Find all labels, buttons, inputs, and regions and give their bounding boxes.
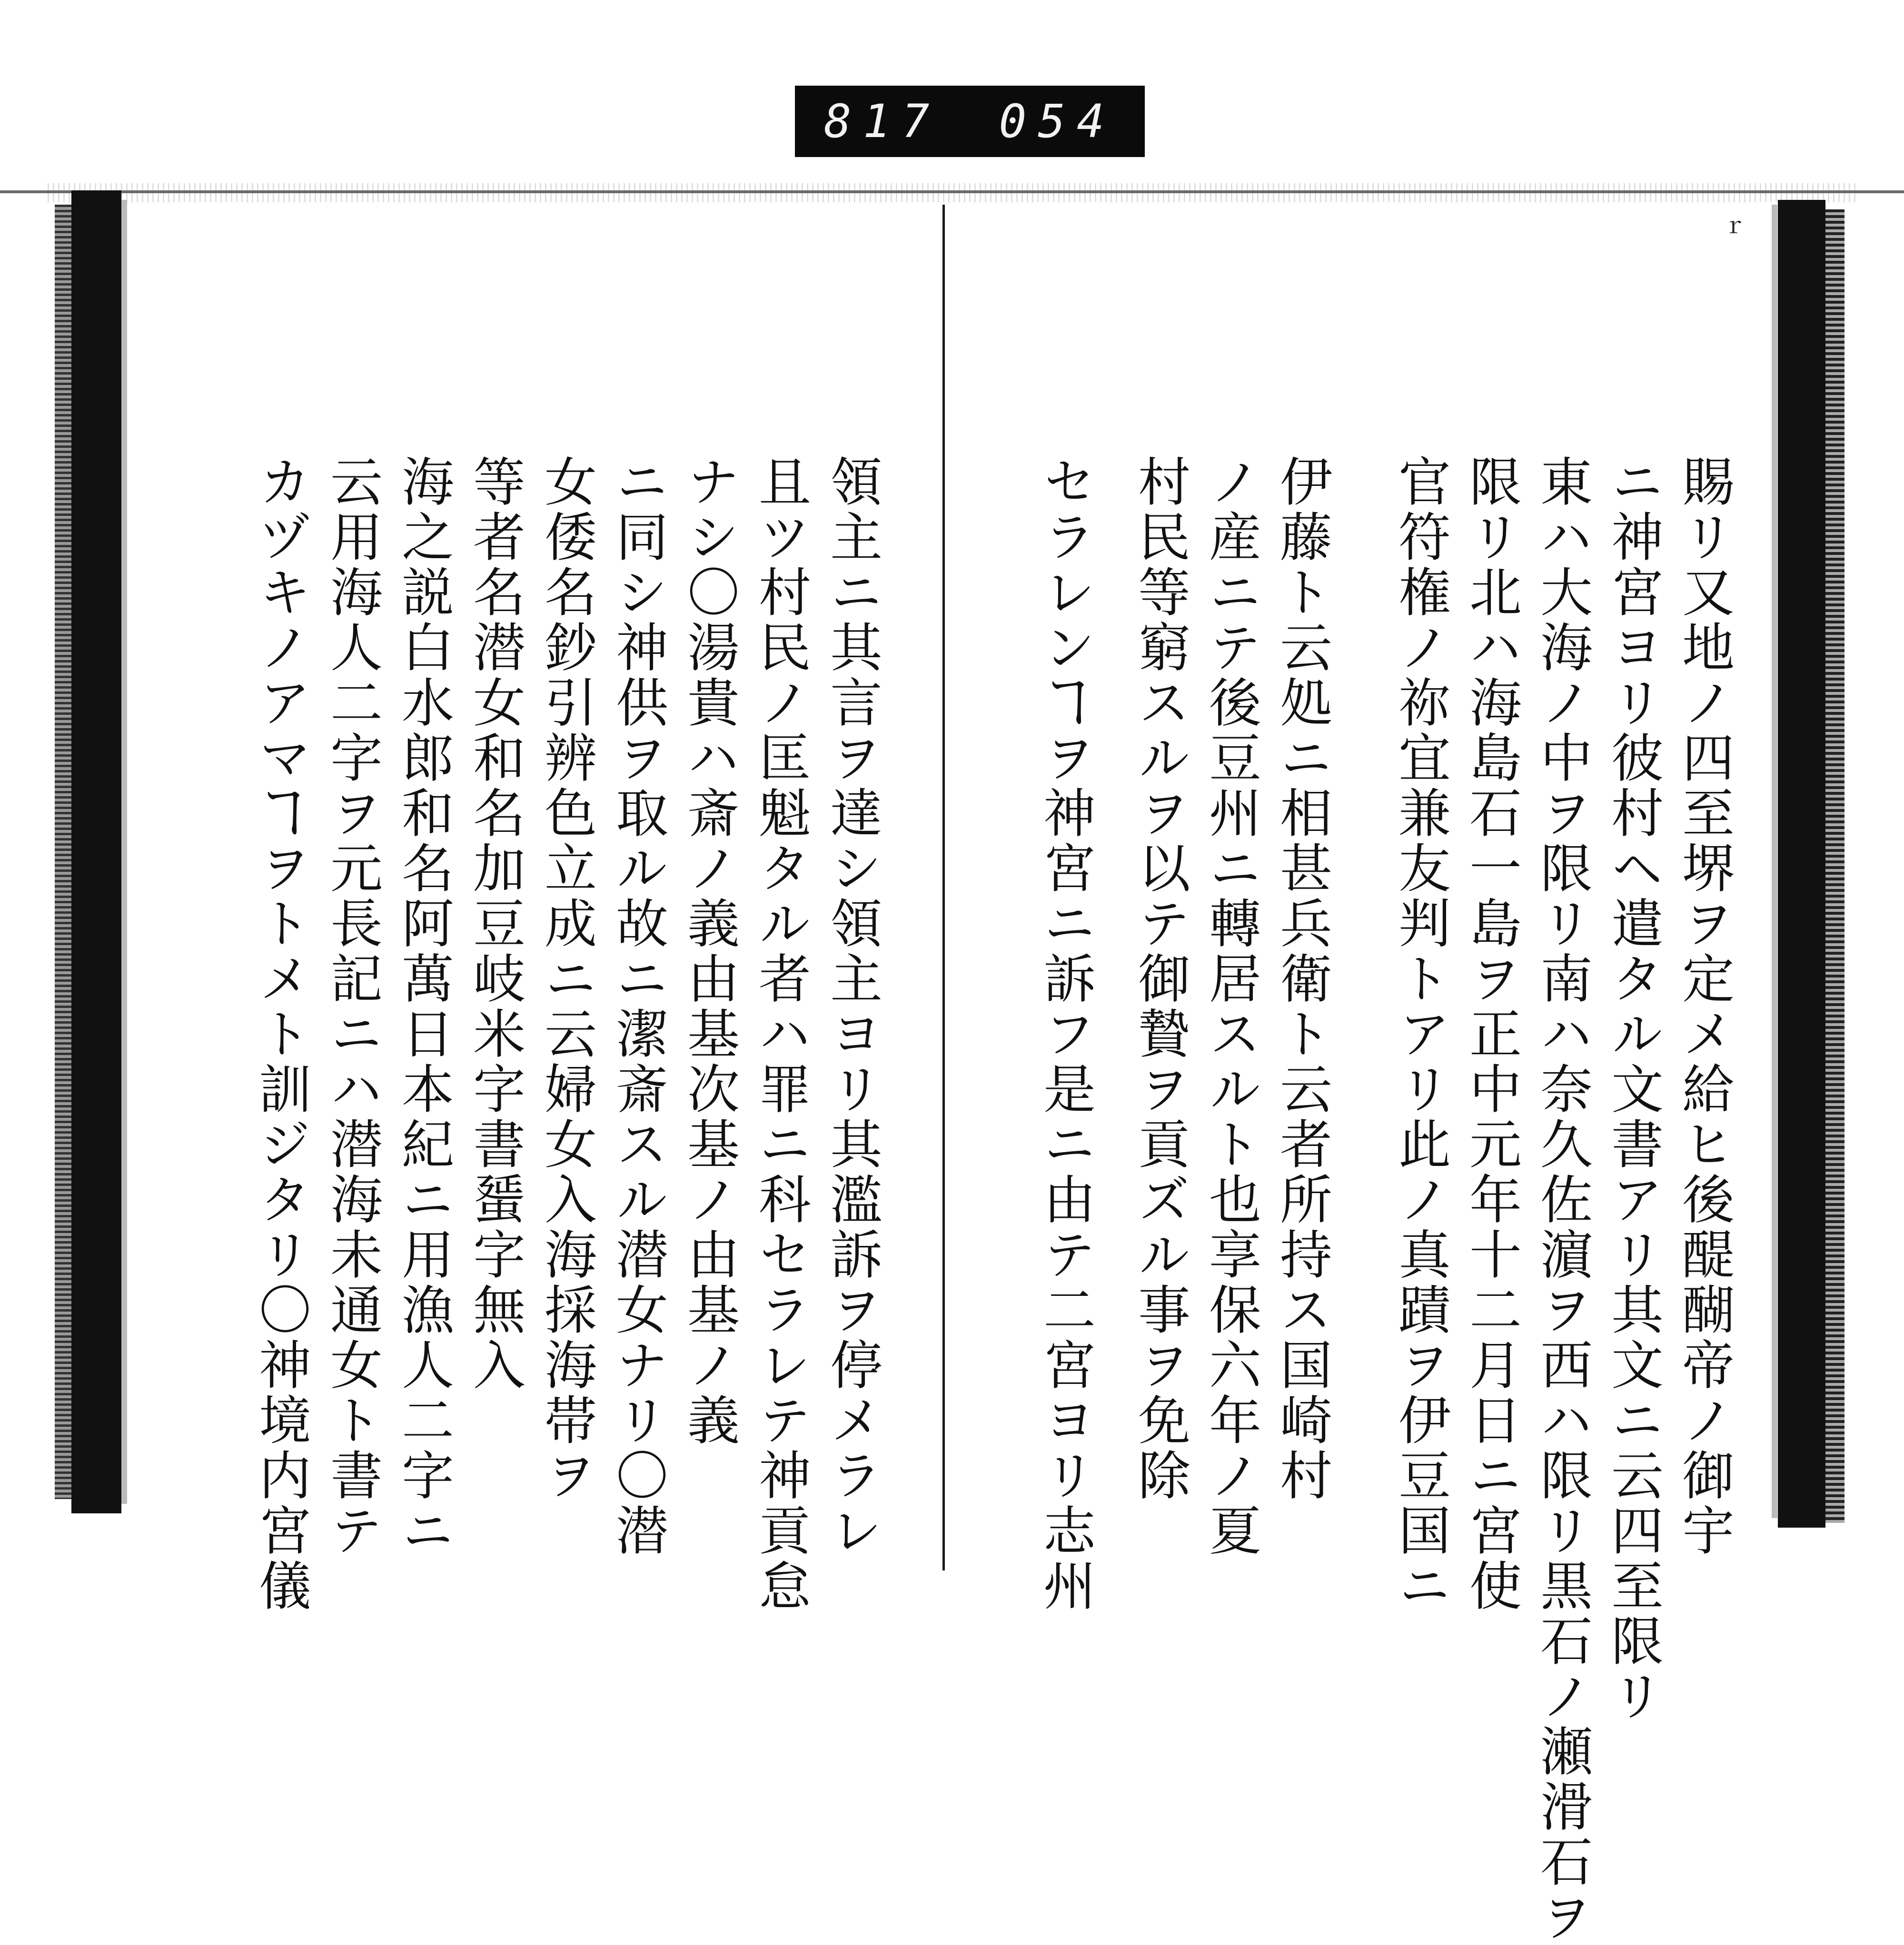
right-page-column-4: 限リ北ハ海島石一島ヲ正中元年十二月日ニ宮使 [1461, 454, 1522, 1614]
right-page-column-6: 伊藤ト云処ニ相甚兵衛ト云者所持ス国崎村 [1271, 454, 1332, 1503]
left-page-column-2: 且ツ村民ノ匡魁タル者ハ罪ニ科セラレテ神貢怠 [750, 454, 811, 1614]
right-page-column-2: ニ神宮ヨリ彼村ヘ遣タル文書アリ其文ニ云四至限リ [1603, 454, 1664, 1724]
right-page-column-9: セラレンヿヲ神宮ニ訴フ是ニ由テ二宮ヨリ志州 [1035, 454, 1096, 1614]
left-page-column-3: ナシ〇湯貴ハ斎ノ義由基次基ノ由基ノ義 [679, 454, 740, 1448]
left-page-column-9: カヅキノアマヿヲトメト訓ジタリ〇神境内宮儀 [250, 454, 311, 1614]
book-gutter [942, 205, 945, 1570]
left-page-column-7: 海之説白水郎和名阿萬日本紀ニ用漁人二字ニ [393, 454, 454, 1559]
left-binding-edge [55, 205, 71, 1499]
left-page-column-4: ニ同シ神供ヲ取ル故ニ潔斎スル潜女ナリ〇潜 [607, 454, 668, 1559]
page-mark: ｒ [1723, 212, 1746, 239]
left-page-edge [121, 200, 127, 1504]
right-binding-edge [1825, 209, 1844, 1523]
frame-number-label [795, 86, 1145, 157]
scan-top-line [0, 190, 1904, 193]
left-page-column-6: 等者名潜女和名加豆岐米字書蜑字無入 [465, 454, 526, 1393]
right-page-column-7: ノ産ニテ後豆州ニ轉居スルト也享保六年ノ夏 [1200, 454, 1261, 1559]
right-page-edge [1772, 205, 1777, 1518]
right-page-column-1: 賜リ又地ノ四至堺ヲ定メ給ヒ後醍醐帝ノ御宇 [1674, 454, 1735, 1559]
left-page-column-8: 云用海人二字ヲ元長記ニハ潜海未通女ト書テ [322, 454, 383, 1559]
right-page-column-8: 村民等窮スルヲ以テ御贄ヲ貢ズル事ヲ免除 [1130, 454, 1190, 1503]
left-binding [71, 190, 121, 1513]
right-binding [1778, 200, 1825, 1528]
right-page-column-3: 東ハ大海ノ中ヲ限リ南ハ奈久佐濵ヲ西ハ限リ黒石ノ瀬滑石ヲ [1532, 454, 1593, 1945]
left-page-column-5: 女倭名鈔引辨色立成ニ云婦女入海採海帯ヲ [536, 454, 597, 1503]
reel-number: 817 [824, 95, 941, 148]
frame-number: 054 [999, 95, 1116, 148]
left-page-column-1: 領主ニ其言ヲ達シ領主ヨリ其濫訴ヲ停メラレ [822, 454, 883, 1559]
right-page-column-5: 官符権ノ祢宜兼友判トアリ此ノ真蹟ヲ伊豆国ニ [1390, 454, 1451, 1614]
